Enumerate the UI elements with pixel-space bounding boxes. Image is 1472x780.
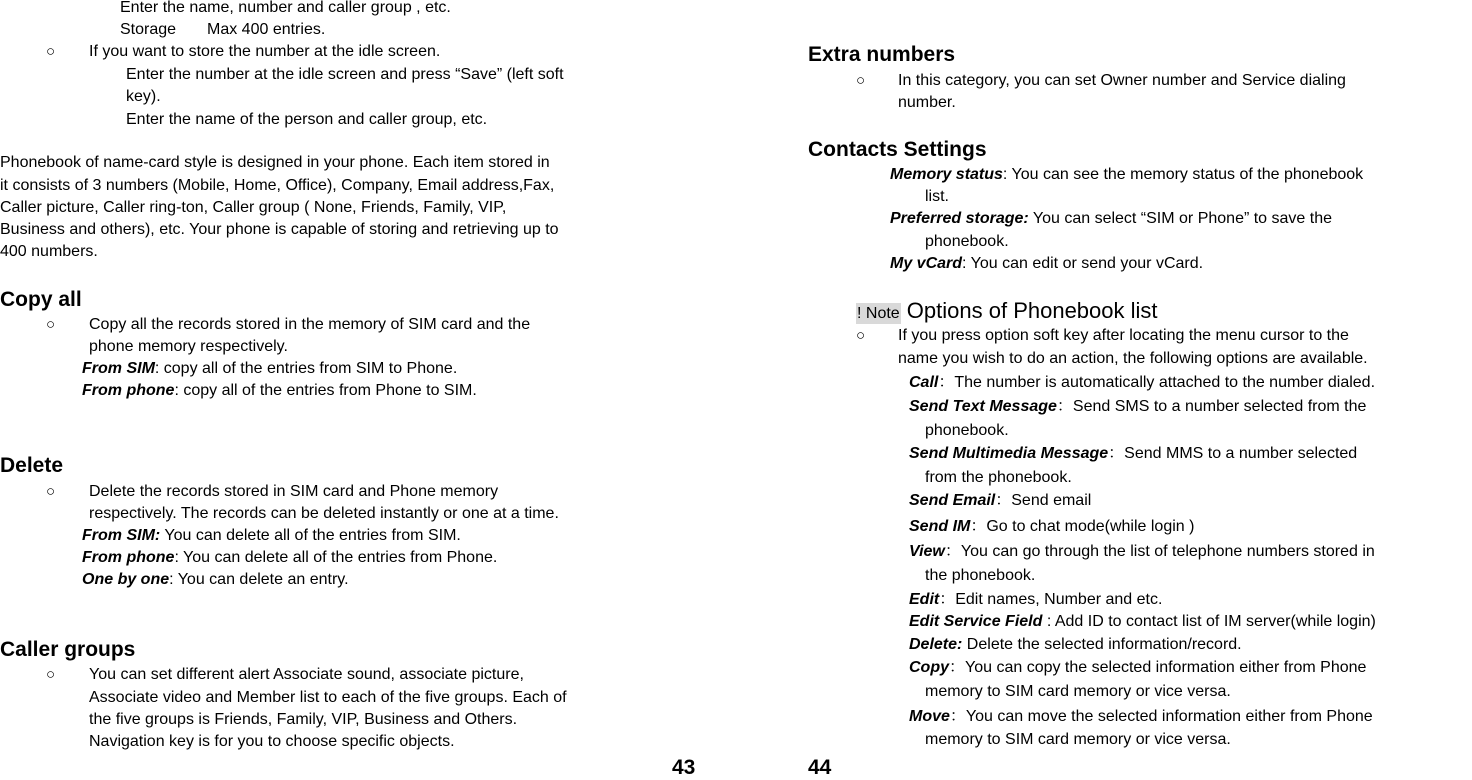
caller-groups-line-2: Associate video and Member list to each of the five groups. Each of: [89, 689, 567, 706]
idle-step2: Enter the name of the person and caller group, etc.: [126, 111, 488, 128]
copy-from-phone: From phone: copy all of the entries from Phone to SIM.: [82, 382, 477, 399]
options-bullet-a: If you press option soft key after locating the menu cursor to the: [898, 327, 1349, 344]
extra-numbers-bullet-b: number.: [898, 94, 956, 111]
option-edit: Edit：Edit names, Number and etc.: [909, 591, 1163, 608]
bullet-icon: ○: [46, 316, 56, 333]
delete-from-sim: From SIM: You can delete all of the entries from SIM.: [82, 527, 461, 544]
option-send-im: Send IM：Go to chat mode(while login ): [909, 518, 1195, 535]
option-send-mms: Send Multimedia Message：Send MMS to a number selected: [909, 445, 1358, 462]
bullet-icon: ○: [46, 43, 56, 60]
intro-line-4: Business and others), etc. Your phone is capable of storing and retrieving up to: [0, 221, 559, 238]
intro-line-2: it consists of 3 numbers (Mobile, Home, Office), Company, Email address,Fax,: [0, 177, 555, 194]
memory-status-cont: list.: [925, 188, 949, 205]
caller-groups-line-4: Navigation key is for you to choose specific objects.: [89, 733, 455, 750]
option-send-text-cont: phonebook.: [925, 422, 1009, 439]
enter-name-line: Enter the name, number and caller group , etc.: [120, 0, 451, 16]
idle-bullet: If you want to store the number at the idle screen.: [89, 43, 441, 60]
page-number-left: 43: [672, 756, 696, 779]
copy-all-bullet-a: Copy all the records stored in the memory of SIM card and the: [89, 316, 531, 333]
memory-status: Memory status: You can see the memory status of the phonebook: [890, 166, 1364, 183]
caller-groups-line-3: the five groups is Friends, Family, VIP, Business and Others.: [89, 711, 518, 728]
intro-line-5: 400 numbers.: [0, 243, 98, 260]
options-bullet-b: name you wish to do an action, the following options are available.: [898, 350, 1368, 367]
storage-label: Storage: [120, 21, 177, 38]
preferred-storage: Preferred storage: You can select “SIM or Phone” to save the: [890, 210, 1333, 227]
delete-bullet-b: respectively. The records can be deleted instantly or one at a time.: [89, 505, 559, 522]
option-view: View：You can go through the list of telephone numbers stored in: [909, 543, 1375, 560]
bullet-icon: ○: [856, 72, 866, 89]
idle-step1-a: Enter the number at the idle screen and press “Save” (left soft: [126, 66, 564, 83]
extra-numbers-heading: Extra numbers: [808, 43, 956, 66]
option-call: Call：The number is automatically attached to the number dialed.: [909, 374, 1376, 391]
caller-groups-heading: Caller groups: [0, 638, 136, 661]
option-send-email: Send Email：Send email: [909, 492, 1092, 509]
delete-one-by-one: One by one: You can delete an entry.: [82, 571, 349, 588]
option-copy: Copy：You can copy the selected information either from Phone: [909, 659, 1367, 676]
bullet-icon: ○: [46, 666, 56, 683]
preferred-storage-cont: phonebook.: [925, 233, 1009, 250]
intro-line-3: Caller picture, Caller ring-ton, Caller group ( None, Friends, Family, VIP,: [0, 199, 507, 216]
option-copy-cont: memory to SIM card memory or vice versa.: [925, 683, 1231, 700]
extra-numbers-bullet-a: In this category, you can set Owner number and Service dialing: [898, 72, 1346, 89]
delete-from-phone: From phone: You can delete all of the entries from Phone.: [82, 549, 498, 566]
idle-step1-b: key).: [126, 88, 161, 105]
bullet-icon: ○: [856, 327, 866, 344]
copy-from-sim: From SIM: copy all of the entries from SIM to Phone.: [82, 360, 458, 377]
page-number-right: 44: [808, 756, 832, 779]
storage-value: Max 400 entries.: [207, 21, 326, 38]
note-badge: ! Note: [857, 305, 900, 322]
option-move-cont: memory to SIM card memory or vice versa.: [925, 731, 1231, 748]
copy-all-heading: Copy all: [0, 288, 82, 311]
option-view-cont: the phonebook.: [925, 567, 1036, 584]
option-delete: Delete: Delete the selected information/record.: [909, 636, 1242, 653]
caller-groups-line-1: You can set different alert Associate sound, associate picture,: [89, 666, 524, 683]
option-edit-service-field: Edit Service Field : Add ID to contact list of IM server(while login): [909, 613, 1376, 630]
option-send-mms-cont: from the phonebook.: [925, 469, 1072, 486]
options-heading: ! Note Options of Phonebook list: [857, 298, 1158, 323]
contacts-settings-heading: Contacts Settings: [808, 138, 987, 161]
intro-line-1: Phonebook of name-card style is designed in your phone. Each item stored in: [0, 154, 550, 171]
option-send-text: Send Text Message：Send SMS to a number selected from the: [909, 398, 1367, 415]
delete-heading: Delete: [0, 454, 64, 477]
my-vcard: My vCard: You can edit or send your vCard.: [890, 255, 1204, 272]
delete-bullet-a: Delete the records stored in SIM card and Phone memory: [89, 483, 499, 500]
option-move: Move：You can move the selected information either from Phone: [909, 708, 1373, 725]
copy-all-bullet-b: phone memory respectively.: [89, 338, 288, 355]
bullet-icon: ○: [46, 483, 56, 500]
